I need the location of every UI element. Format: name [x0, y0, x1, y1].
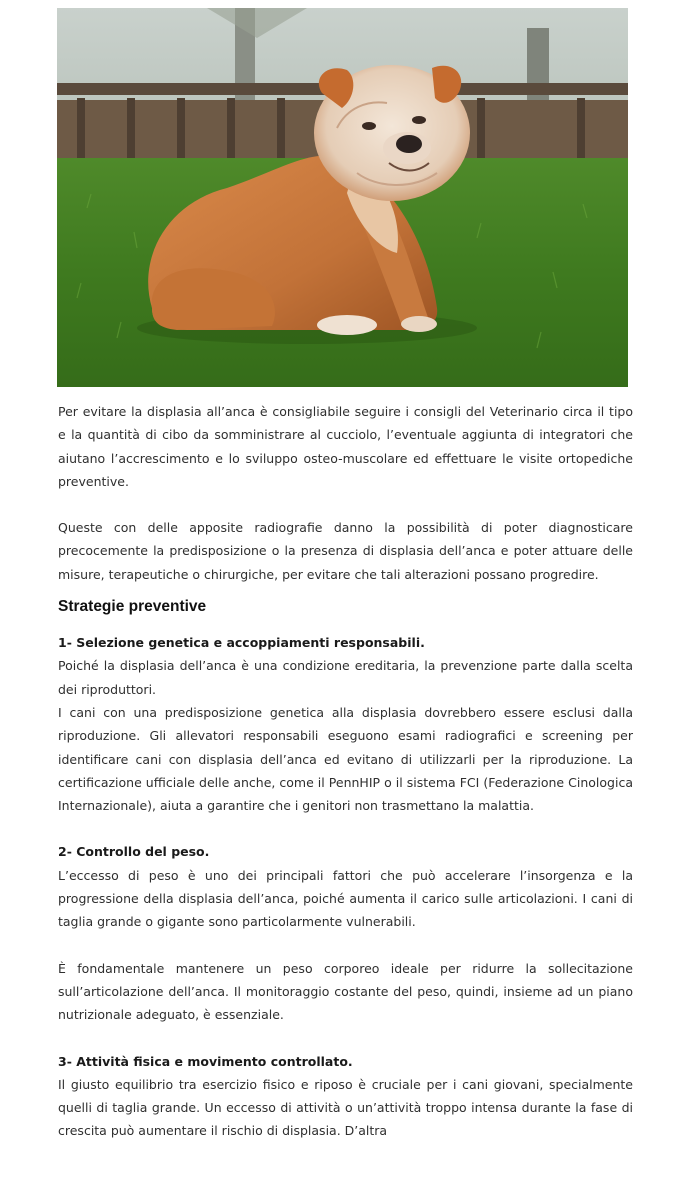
intro-paragraph-2: Queste con delle apposite radiografie danno la possibilità di poter diagnosticare precocemente la predisposizione o la presenza di displasia dell’anca e poter attuare delle misure, terapeutiche o chirurgiche, per evitare che tali alterazioni possano progredire. — [58, 520, 633, 582]
section-1-paragraph-1: Poiché la displasia dell’anca è una condizione ereditaria, la prevenzione parte dalla scelta dei riproduttori. — [58, 658, 633, 697]
section-heading: Strategie preventive — [58, 598, 207, 616]
section-1-paragraph-2: I cani con una predisposizione genetica alla displasia dovrebbero essere esclusi dalla riproduzione. Gli allevatori responsabili eseguono esami radiografici e screening per identificare cani con displasia dell’anca ed evitano di utilizzarli per la riproduzione. La certificazione ufficiale delle anche, come il PennHIP o il sistema FCI (Federazione Cinologica Internazionale), aiuta a garantire che i genitori non trasmettano la malattia. — [58, 704, 633, 814]
bulldog-puppy-photo — [57, 8, 628, 387]
intro-paragraph-1: Per evitare la displasia all’anca è consigliabile seguire i consigli del Veterinario circa il tipo e la quantità di cibo da somministrare al cucciolo, l’eventuale aggiunta di integratori che aiutano l’accrescimento e lo sviluppo osteo-muscolare ed effettuare le visite ortopediche preventive. — [58, 404, 633, 489]
section-3-paragraph-1: Il giusto equilibrio tra esercizio fisico e riposo è cruciale per i cani giovani, specialmente quelli di taglia grande. Un eccesso di attività o un’attività troppo intensa durante la fase di crescita può aumentare il rischio di displasia. D’altra — [58, 1076, 633, 1139]
section-2-title: 2- Controllo del peso. — [58, 844, 210, 860]
section-1-title: 1- Selezione genetica e accoppiamenti responsabili. — [58, 635, 425, 651]
section-3-title: 3- Attività fisica e movimento controllato. — [58, 1053, 353, 1069]
article-body — [58, 400, 633, 1143]
section-2-paragraph-1: L’eccesso di peso è uno dei principali fattori che può accelerare l’insorgenza e la progressione della displasia dell’anca, poiché aumenta il carico sulle articolazioni. I cani di taglia grande o gigante sono particolarmente vulnerabili. — [58, 867, 633, 930]
section-2-paragraph-2: È fondamentale mantenere un peso corporeo ideale per ridurre la sollecitazione sull’articolazione dell’anca. Il monitoraggio costante del peso, quindi, insieme ad un piano nutrizionale adeguato, è essenziale. — [58, 960, 633, 1023]
